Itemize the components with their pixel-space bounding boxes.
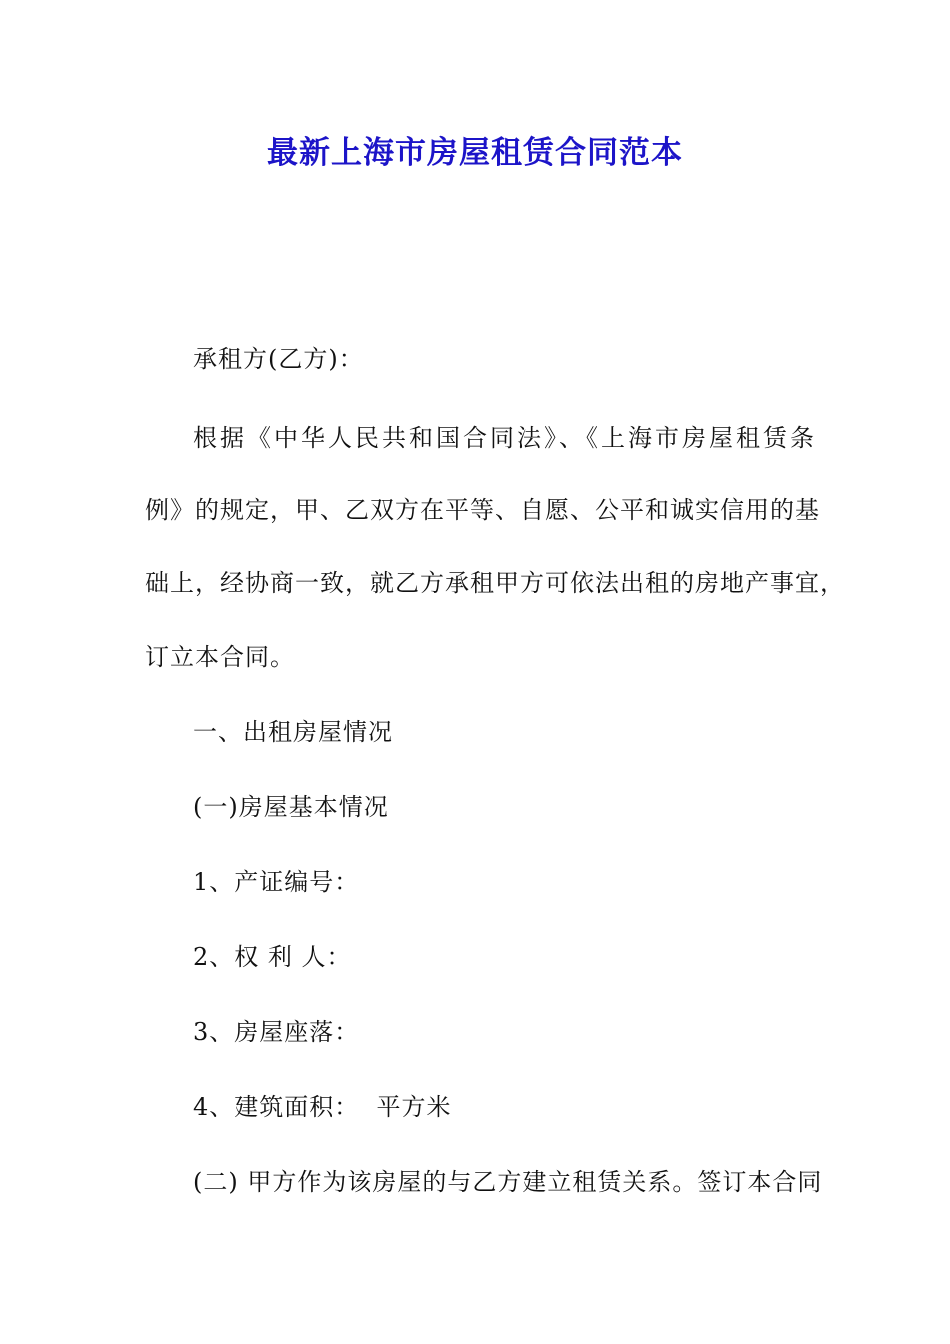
paragraph-basis-line-3: 础上，经协商一致，就乙方承租甲方可依法出租的房地产事宜，: [145, 569, 845, 597]
item-floor-area: 4、建筑面积： 平方米: [193, 1093, 452, 1121]
item-location: 3、房屋座落：: [193, 1018, 360, 1046]
subsection-heading-2: (二) 甲方作为该房屋的与乙方建立租赁关系。签订本合同: [193, 1168, 823, 1196]
paragraph-lessee: 承租方(乙方)：: [193, 345, 364, 373]
subsection-heading-1: (一)房屋基本情况: [193, 793, 389, 821]
paragraph-basis-line-1: 根据《中华人民共和国合同法》、《上海市房屋租赁条: [193, 424, 815, 452]
paragraph-basis-line-2: 例》的规定，甲、乙双方在平等、自愿、公平和诚实信用的基: [145, 496, 820, 524]
document-title: 最新上海市房屋租赁合同范本: [267, 135, 683, 171]
item-certificate-number: 1、产证编号：: [193, 868, 360, 896]
section-heading-1: 一、出租房屋情况: [193, 718, 393, 746]
item-owner: 2、权 利 人：: [193, 943, 352, 971]
paragraph-basis-line-4: 订立本合同。: [145, 643, 295, 671]
